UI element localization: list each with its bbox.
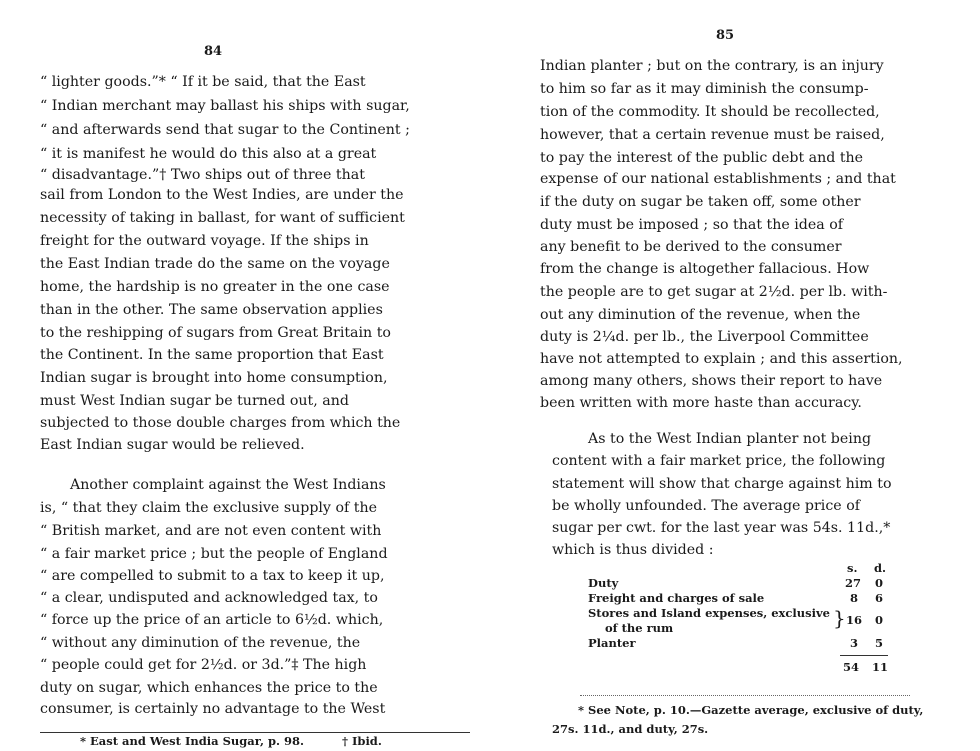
- text-line: any benefit to be derived to the consumer: [540, 239, 842, 255]
- page-number: 85: [716, 28, 735, 43]
- table-row-label: of the rum: [605, 621, 674, 635]
- text-line: among many others, shows their report to have: [540, 373, 883, 389]
- text-line: “ people could get for 2½d. or 3d.”‡ The high: [40, 657, 367, 673]
- text-line: expense of our national establishments ; and that: [540, 171, 896, 187]
- text-line: “ British market, and are not even content with: [40, 523, 382, 539]
- table-row-label: Stores and Island expenses, exclusive: [588, 606, 830, 620]
- text-line: “ a fair market price ; but the people of England: [40, 546, 388, 562]
- text-line: tion of the commodity. It should be recollected,: [540, 104, 880, 120]
- page-number: 84: [204, 44, 223, 59]
- footnote-rule: [40, 732, 470, 733]
- text-line: subjected to those double charges from which the: [40, 415, 401, 431]
- text-line: “ a clear, undisputed and acknowledged tax, to: [40, 590, 378, 606]
- footnote-rule: [580, 695, 910, 696]
- text-line: “ lighter goods.”* “ If it be said, that the East: [40, 74, 366, 90]
- text-line: however, that a certain revenue must be raised,: [540, 127, 885, 143]
- text-line: duty must be imposed ; so that the idea of: [540, 217, 844, 233]
- text-line: As to the West Indian planter not being: [588, 431, 872, 447]
- text-line: out any diminution of the revenue, when the: [540, 307, 861, 323]
- text-line: if the duty on sugar be taken off, some other: [540, 194, 861, 210]
- right-page: [490, 0, 980, 751]
- text-line: “ Indian merchant may ballast his ships with sugar,: [40, 98, 410, 114]
- table-row-label: Freight and charges of sale: [588, 591, 765, 605]
- text-line: “ disadvantage.”† Two ships out of three that: [40, 167, 365, 183]
- text-line: than in the other. The same observation applies: [40, 302, 383, 318]
- text-line: necessity of taking in ballast, for want of sufficient: [40, 210, 405, 226]
- footnote: † Ibid.: [342, 734, 382, 748]
- text-line: is, “ that they claim the exclusive supply of the: [40, 500, 377, 516]
- text-line: Indian planter ; but on the contrary, is an injury: [540, 58, 884, 74]
- table-row-label: Duty: [588, 576, 619, 590]
- text-line: sail from London to the West Indies, are under the: [40, 187, 404, 203]
- text-line: have not attempted to explain ; and this assertion,: [540, 351, 903, 367]
- text-line: duty on sugar, which enhances the price to the: [40, 680, 378, 696]
- text-line: the East Indian trade do the same on the voyage: [40, 256, 390, 272]
- table-row-d: 0: [875, 576, 884, 590]
- table-row-s: 16: [846, 613, 863, 627]
- text-line: been written with more haste than accuracy.: [540, 395, 862, 411]
- text-line: consumer, is certainly no advantage to the West: [40, 701, 386, 717]
- text-line: to pay the interest of the public debt and the: [540, 150, 864, 166]
- table-row-s: 27: [845, 576, 862, 590]
- text-line: the Continent. In the same proportion that East: [40, 347, 384, 363]
- table-header-d: d.: [874, 561, 887, 575]
- text-line: must West Indian sugar be turned out, and: [40, 393, 349, 409]
- text-line: “ are compelled to submit to a tax to keep it up,: [40, 568, 385, 584]
- text-line: “ force up the price of an article to 6½d. which,: [40, 612, 384, 628]
- table-total-s: 54: [843, 660, 860, 674]
- text-line: to him so far as it may diminish the consump-: [540, 81, 869, 97]
- text-line: “ and afterwards send that sugar to the Continent ;: [40, 122, 410, 138]
- text-line: statement will show that charge against him to: [552, 476, 892, 492]
- text-line: freight for the outward voyage. If the ships in: [40, 233, 369, 249]
- text-line: East Indian sugar would be relieved.: [40, 437, 305, 453]
- table-total-d: 11: [872, 660, 889, 674]
- text-line: to the reshipping of sugars from Great Britain to: [40, 325, 391, 341]
- text-line: content with a fair market price, the following: [552, 453, 886, 469]
- table-row-s: 8: [850, 591, 859, 605]
- table-header-s: s.: [847, 561, 858, 575]
- text-line: Indian sugar is brought into home consumption,: [40, 370, 388, 386]
- text-line: which is thus divided :: [552, 542, 714, 558]
- footnote: 27s. 11d., and duty, 27s.: [552, 722, 709, 736]
- text-line: be wholly unfounded. The average price of: [552, 498, 860, 514]
- text-line: sugar per cwt. for the last year was 54s. 11d.,*: [552, 520, 891, 536]
- table-row-d: 0: [875, 613, 884, 627]
- text-line: “ it is manifest he would do this also at a great: [40, 146, 377, 162]
- text-line: home, the hardship is no greater in the one case: [40, 279, 390, 295]
- footnote: * See Note, p. 10.—Gazette average, exclusive of duty,: [578, 703, 924, 717]
- sugar-price-table: [490, 0, 980, 751]
- text-line: “ without any diminution of the revenue, the: [40, 635, 361, 651]
- table-row-d: 6: [875, 591, 884, 605]
- total-rule: [840, 655, 888, 656]
- footnote: * East and West India Sugar, p. 98.: [80, 734, 305, 748]
- table-row-label: Planter: [588, 636, 636, 650]
- table-row-s: 3: [850, 636, 859, 650]
- text-line: the people are to get sugar at 2½d. per lb. with-: [540, 284, 888, 300]
- text-line: duty is 2¼d. per lb., the Liverpool Committee: [540, 329, 869, 345]
- brace-icon: }: [833, 606, 846, 630]
- table-row-d: 5: [875, 636, 884, 650]
- text-line: Another complaint against the West Indians: [70, 477, 386, 493]
- text-line: from the change is altogether fallacious. How: [540, 261, 870, 277]
